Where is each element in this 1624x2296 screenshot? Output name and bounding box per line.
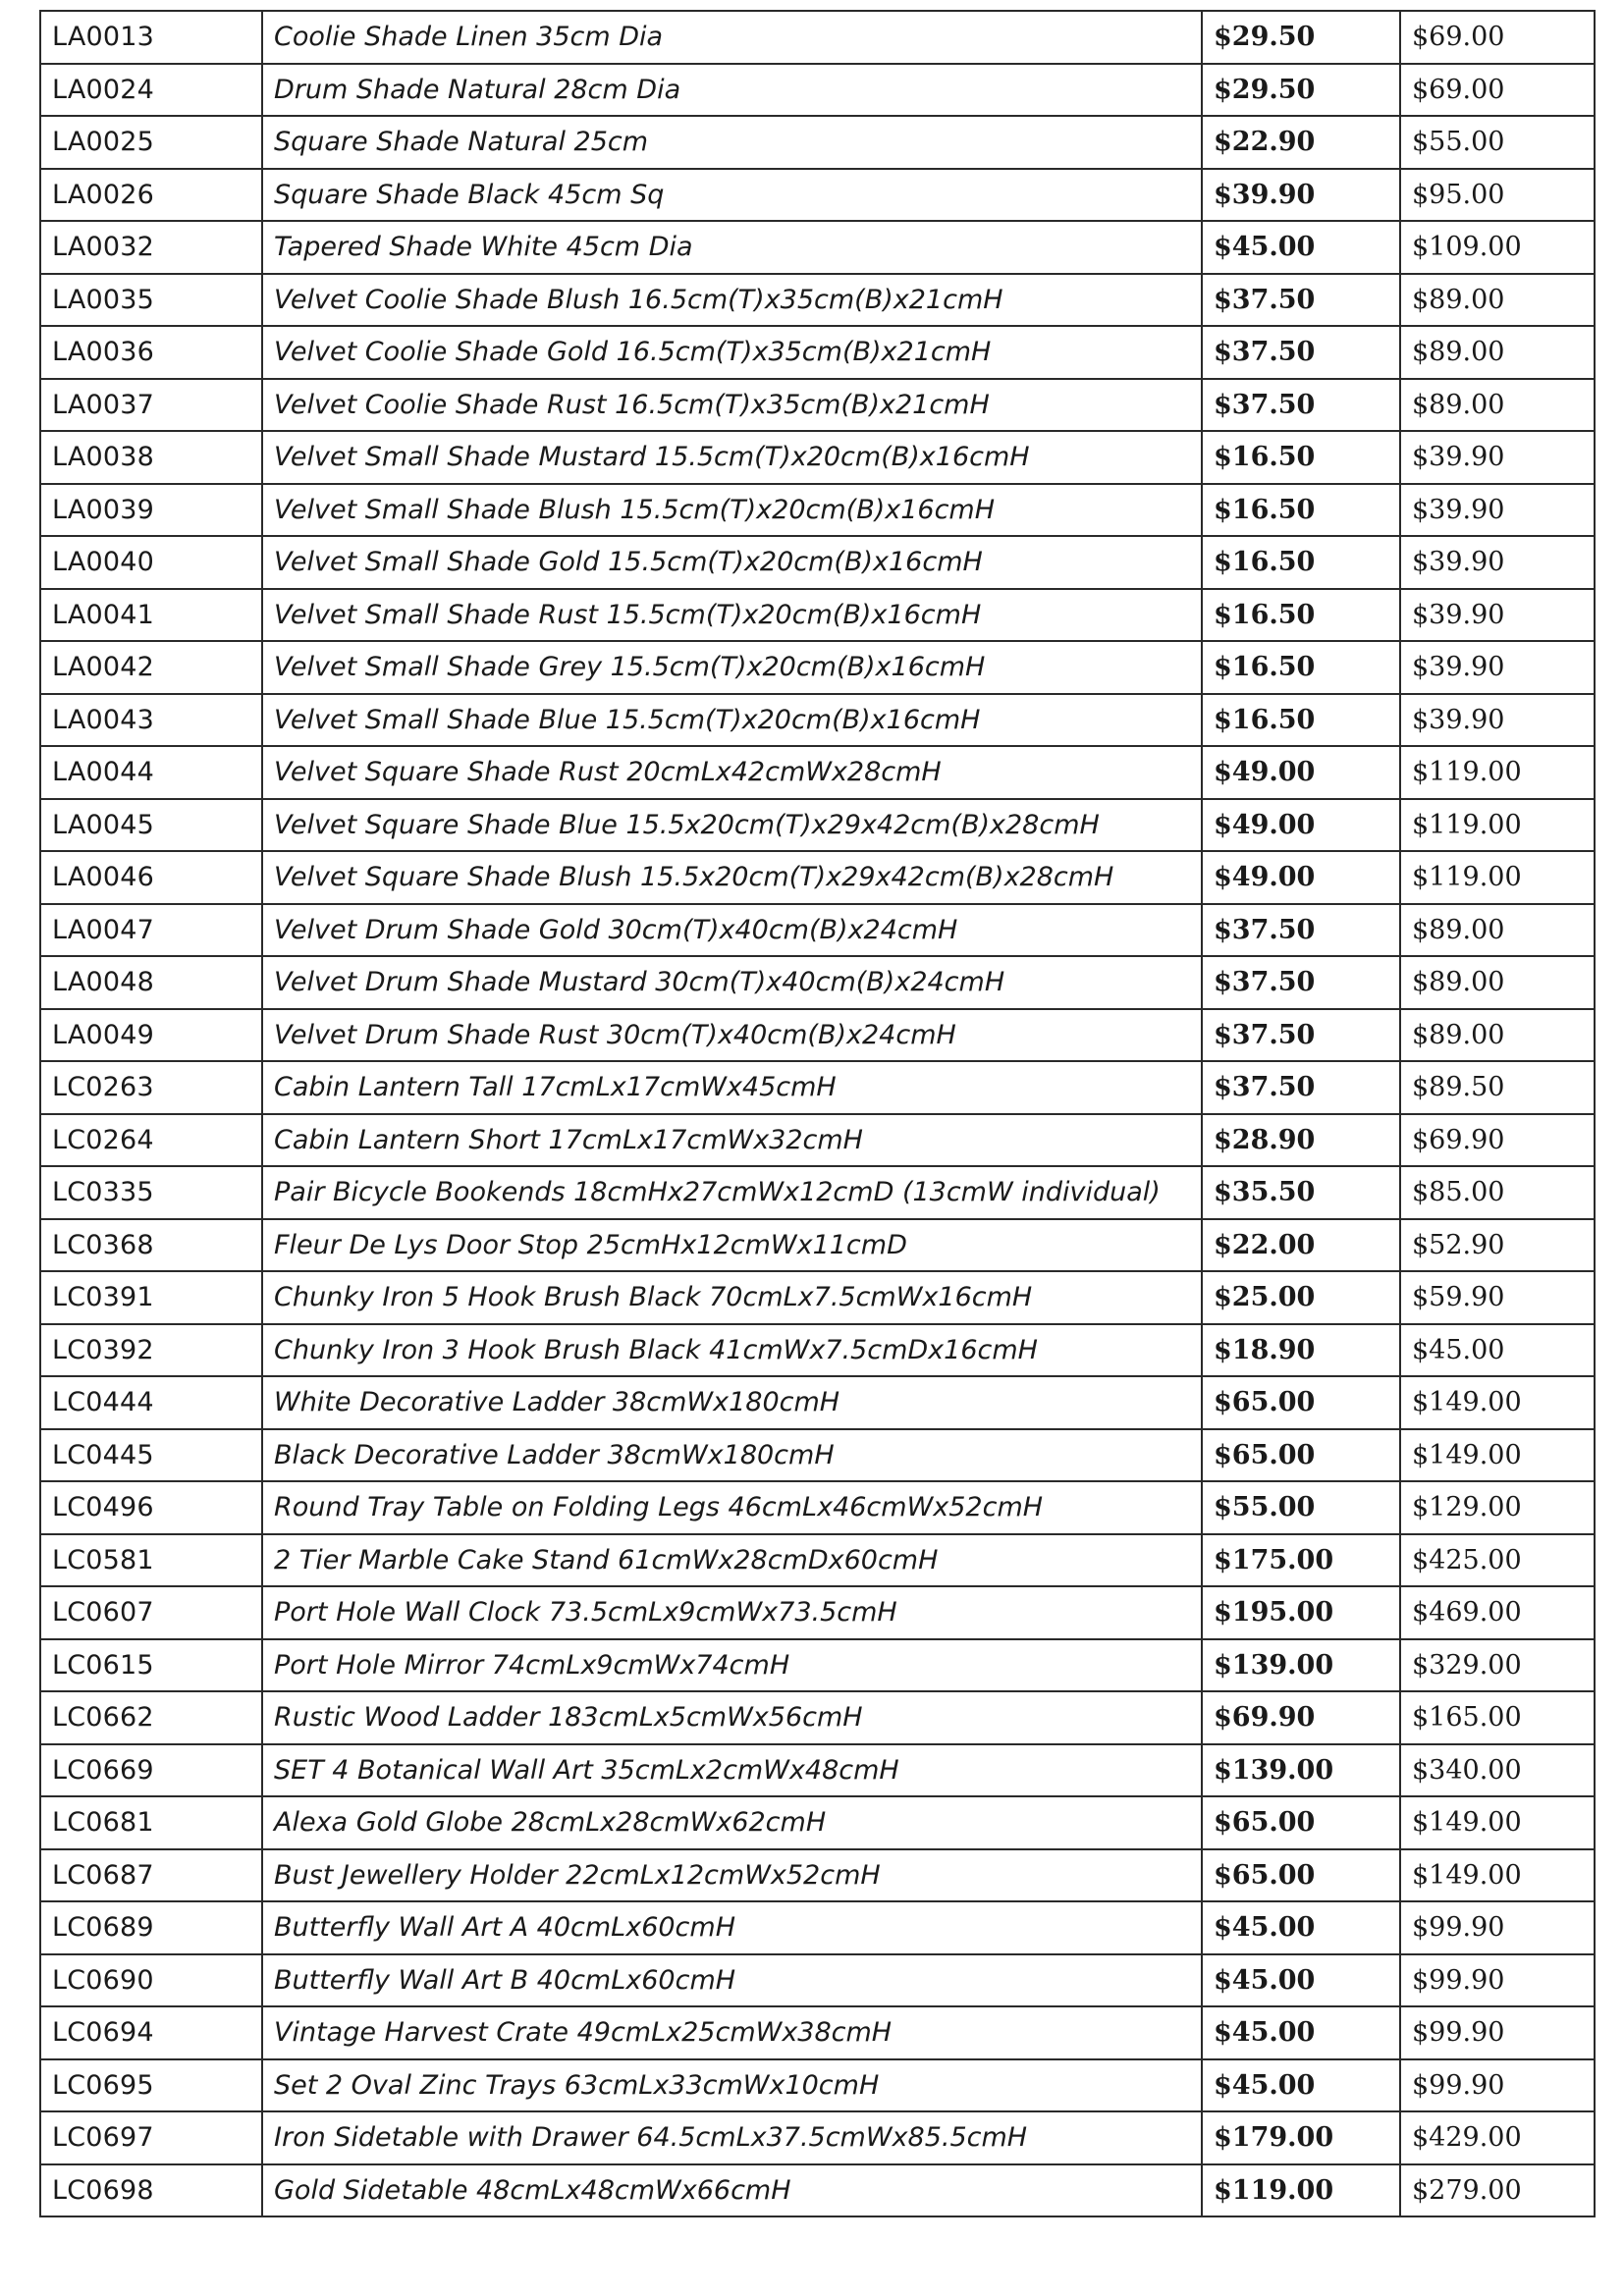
product-description: Velvet Small Shade Blue 15.5cm(T)x20cm(B)x16cmH xyxy=(262,694,1202,747)
table-row xyxy=(40,1796,1595,1849)
product-description: Cabin Lantern Tall 17cmLx17cmWx45cmH xyxy=(262,1061,1202,1114)
product-code: LA0024 xyxy=(40,64,262,117)
product-code: LC0689 xyxy=(40,1901,262,1954)
product-description: Vintage Harvest Crate 49cmLx25cmWx38cmH xyxy=(262,2006,1202,2059)
trade-price: $37.50 xyxy=(1202,326,1400,379)
trade-price: $16.50 xyxy=(1202,589,1400,642)
retail-price: $52.90 xyxy=(1400,1219,1595,1272)
product-description: Velvet Small Shade Mustard 15.5cm(T)x20cm(B)x16cmH xyxy=(262,431,1202,484)
product-code: LA0045 xyxy=(40,799,262,852)
trade-price: $55.00 xyxy=(1202,1481,1400,1534)
table-row xyxy=(40,116,1595,169)
retail-price: $149.00 xyxy=(1400,1796,1595,1849)
table-row xyxy=(40,1691,1595,1744)
trade-price: $22.90 xyxy=(1202,116,1400,169)
table-row xyxy=(40,326,1595,379)
table-row xyxy=(40,2059,1595,2112)
trade-price: $16.50 xyxy=(1202,641,1400,694)
product-code: LA0040 xyxy=(40,536,262,589)
table-row xyxy=(40,1849,1595,1902)
trade-price: $139.00 xyxy=(1202,1744,1400,1797)
table-row xyxy=(40,1429,1595,1482)
retail-price: $119.00 xyxy=(1400,746,1595,799)
product-code: LC0694 xyxy=(40,2006,262,2059)
product-description: SET 4 Botanical Wall Art 35cmLx2cmWx48cmH xyxy=(262,1744,1202,1797)
table-row xyxy=(40,1271,1595,1324)
product-code: LA0046 xyxy=(40,851,262,904)
trade-price: $119.00 xyxy=(1202,2164,1400,2217)
table-row xyxy=(40,694,1595,747)
product-code: LC0581 xyxy=(40,1534,262,1587)
retail-price: $165.00 xyxy=(1400,1691,1595,1744)
product-description: Velvet Drum Shade Mustard 30cm(T)x40cm(B)x24cmH xyxy=(262,956,1202,1009)
product-description: Velvet Square Shade Blush 15.5x20cm(T)x29x42cm(B)x28cmH xyxy=(262,851,1202,904)
retail-price: $39.90 xyxy=(1400,484,1595,537)
table-row xyxy=(40,2006,1595,2059)
product-code: LC0335 xyxy=(40,1166,262,1219)
trade-price: $175.00 xyxy=(1202,1534,1400,1587)
table-row xyxy=(40,64,1595,117)
table-row xyxy=(40,1901,1595,1954)
trade-price: $139.00 xyxy=(1202,1639,1400,1692)
retail-price: $469.00 xyxy=(1400,1586,1595,1639)
price-list-table xyxy=(39,10,1596,2217)
retail-price: $329.00 xyxy=(1400,1639,1595,1692)
table-row xyxy=(40,904,1595,957)
table-row xyxy=(40,11,1595,64)
trade-price: $37.50 xyxy=(1202,379,1400,432)
product-code: LC0698 xyxy=(40,2164,262,2217)
retail-price: $69.00 xyxy=(1400,64,1595,117)
trade-price: $29.50 xyxy=(1202,11,1400,64)
product-code: LA0041 xyxy=(40,589,262,642)
trade-price: $45.00 xyxy=(1202,1954,1400,2007)
product-description: Black Decorative Ladder 38cmWx180cmH xyxy=(262,1429,1202,1482)
retail-price: $89.00 xyxy=(1400,1009,1595,1062)
product-code: LC0690 xyxy=(40,1954,262,2007)
retail-price: $89.00 xyxy=(1400,379,1595,432)
retail-price: $109.00 xyxy=(1400,221,1595,274)
product-code: LC0681 xyxy=(40,1796,262,1849)
product-description: Fleur De Lys Door Stop 25cmHx12cmWx11cmD xyxy=(262,1219,1202,1272)
product-description: Iron Sidetable with Drawer 64.5cmLx37.5cmWx85.5cmH xyxy=(262,2111,1202,2164)
table-row xyxy=(40,1586,1595,1639)
table-row xyxy=(40,2164,1595,2217)
product-code: LC0687 xyxy=(40,1849,262,1902)
product-description: Cabin Lantern Short 17cmLx17cmWx32cmH xyxy=(262,1114,1202,1167)
trade-price: $29.50 xyxy=(1202,64,1400,117)
product-description: Round Tray Table on Folding Legs 46cmLx46cmWx52cmH xyxy=(262,1481,1202,1534)
product-description: Port Hole Wall Clock 73.5cmLx9cmWx73.5cmH xyxy=(262,1586,1202,1639)
trade-price: $49.00 xyxy=(1202,851,1400,904)
table-row xyxy=(40,746,1595,799)
trade-price: $35.50 xyxy=(1202,1166,1400,1219)
table-row xyxy=(40,221,1595,274)
product-description: Velvet Small Shade Blush 15.5cm(T)x20cm(B)x16cmH xyxy=(262,484,1202,537)
product-description: Square Shade Natural 25cm xyxy=(262,116,1202,169)
product-code: LA0026 xyxy=(40,169,262,222)
table-row xyxy=(40,1481,1595,1534)
product-code: LC0444 xyxy=(40,1376,262,1429)
product-code: LC0697 xyxy=(40,2111,262,2164)
trade-price: $69.90 xyxy=(1202,1691,1400,1744)
table-row xyxy=(40,1114,1595,1167)
retail-price: $85.00 xyxy=(1400,1166,1595,1219)
table-row xyxy=(40,851,1595,904)
retail-price: $119.00 xyxy=(1400,799,1595,852)
table-row xyxy=(40,956,1595,1009)
trade-price: $22.00 xyxy=(1202,1219,1400,1272)
product-code: LC0263 xyxy=(40,1061,262,1114)
table-row xyxy=(40,641,1595,694)
product-description: Square Shade Black 45cm Sq xyxy=(262,169,1202,222)
retail-price: $149.00 xyxy=(1400,1429,1595,1482)
retail-price: $39.90 xyxy=(1400,641,1595,694)
product-description: Velvet Drum Shade Gold 30cm(T)x40cm(B)x24cmH xyxy=(262,904,1202,957)
product-code: LA0043 xyxy=(40,694,262,747)
product-code: LA0047 xyxy=(40,904,262,957)
product-code: LC0669 xyxy=(40,1744,262,1797)
product-description: Alexa Gold Globe 28cmLx28cmWx62cmH xyxy=(262,1796,1202,1849)
product-description: Port Hole Mirror 74cmLx9cmWx74cmH xyxy=(262,1639,1202,1692)
product-code: LA0042 xyxy=(40,641,262,694)
retail-price: $149.00 xyxy=(1400,1849,1595,1902)
product-code: LA0038 xyxy=(40,431,262,484)
product-description: Velvet Square Shade Blue 15.5x20cm(T)x29x42cm(B)x28cmH xyxy=(262,799,1202,852)
product-description: Butterfly Wall Art A 40cmLx60cmH xyxy=(262,1901,1202,1954)
retail-price: $89.50 xyxy=(1400,1061,1595,1114)
product-description: Velvet Square Shade Rust 20cmLx42cmWx28cmH xyxy=(262,746,1202,799)
table-row xyxy=(40,484,1595,537)
product-description: Set 2 Oval Zinc Trays 63cmLx33cmWx10cmH xyxy=(262,2059,1202,2112)
retail-price: $279.00 xyxy=(1400,2164,1595,2217)
product-code: LA0049 xyxy=(40,1009,262,1062)
table-row xyxy=(40,1534,1595,1587)
table-row xyxy=(40,1376,1595,1429)
table-row xyxy=(40,799,1595,852)
trade-price: $45.00 xyxy=(1202,1901,1400,1954)
trade-price: $18.90 xyxy=(1202,1324,1400,1377)
table-row xyxy=(40,169,1595,222)
retail-price: $89.00 xyxy=(1400,904,1595,957)
retail-price: $99.90 xyxy=(1400,1901,1595,1954)
product-description: Bust Jewellery Holder 22cmLx12cmWx52cmH xyxy=(262,1849,1202,1902)
retail-price: $99.90 xyxy=(1400,2059,1595,2112)
product-code: LA0036 xyxy=(40,326,262,379)
product-description: Velvet Small Shade Grey 15.5cm(T)x20cm(B)x16cmH xyxy=(262,641,1202,694)
trade-price: $16.50 xyxy=(1202,431,1400,484)
product-description: White Decorative Ladder 38cmWx180cmH xyxy=(262,1376,1202,1429)
retail-price: $39.90 xyxy=(1400,589,1595,642)
product-description: Velvet Coolie Shade Blush 16.5cm(T)x35cm(B)x21cmH xyxy=(262,274,1202,327)
retail-price: $89.00 xyxy=(1400,274,1595,327)
table-row xyxy=(40,1324,1595,1377)
product-description: Velvet Small Shade Rust 15.5cm(T)x20cm(B)x16cmH xyxy=(262,589,1202,642)
product-description: Velvet Coolie Shade Rust 16.5cm(T)x35cm(B)x21cmH xyxy=(262,379,1202,432)
product-code: LC0264 xyxy=(40,1114,262,1167)
table-row xyxy=(40,379,1595,432)
product-code: LA0032 xyxy=(40,221,262,274)
retail-price: $89.00 xyxy=(1400,326,1595,379)
product-description: Drum Shade Natural 28cm Dia xyxy=(262,64,1202,117)
trade-price: $65.00 xyxy=(1202,1849,1400,1902)
product-code: LC0607 xyxy=(40,1586,262,1639)
product-description: Chunky Iron 5 Hook Brush Black 70cmLx7.5cmWx16cmH xyxy=(262,1271,1202,1324)
product-code: LC0496 xyxy=(40,1481,262,1534)
retail-price: $340.00 xyxy=(1400,1744,1595,1797)
retail-price: $39.90 xyxy=(1400,431,1595,484)
trade-price: $28.90 xyxy=(1202,1114,1400,1167)
product-code: LA0048 xyxy=(40,956,262,1009)
table-row xyxy=(40,1744,1595,1797)
retail-price: $59.90 xyxy=(1400,1271,1595,1324)
trade-price: $16.50 xyxy=(1202,484,1400,537)
product-description: Gold Sidetable 48cmLx48cmWx66cmH xyxy=(262,2164,1202,2217)
trade-price: $16.50 xyxy=(1202,694,1400,747)
table-row xyxy=(40,1166,1595,1219)
trade-price: $179.00 xyxy=(1202,2111,1400,2164)
trade-price: $37.50 xyxy=(1202,956,1400,1009)
product-code: LA0044 xyxy=(40,746,262,799)
retail-price: $89.00 xyxy=(1400,956,1595,1009)
retail-price: $119.00 xyxy=(1400,851,1595,904)
trade-price: $37.50 xyxy=(1202,1061,1400,1114)
product-description: Pair Bicycle Bookends 18cmHx27cmWx12cmD (13cmW individual) xyxy=(262,1166,1202,1219)
product-description: Velvet Small Shade Gold 15.5cm(T)x20cm(B)x16cmH xyxy=(262,536,1202,589)
product-code: LA0025 xyxy=(40,116,262,169)
retail-price: $129.00 xyxy=(1400,1481,1595,1534)
trade-price: $49.00 xyxy=(1202,746,1400,799)
table-row xyxy=(40,1639,1595,1692)
table-row xyxy=(40,2111,1595,2164)
product-code: LA0035 xyxy=(40,274,262,327)
product-description: Chunky Iron 3 Hook Brush Black 41cmWx7.5cmDx16cmH xyxy=(262,1324,1202,1377)
trade-price: $65.00 xyxy=(1202,1429,1400,1482)
product-code: LC0695 xyxy=(40,2059,262,2112)
table-row xyxy=(40,1219,1595,1272)
retail-price: $69.90 xyxy=(1400,1114,1595,1167)
trade-price: $37.50 xyxy=(1202,1009,1400,1062)
table-row xyxy=(40,536,1595,589)
product-code: LC0615 xyxy=(40,1639,262,1692)
retail-price: $149.00 xyxy=(1400,1376,1595,1429)
product-code: LA0037 xyxy=(40,379,262,432)
product-code: LC0391 xyxy=(40,1271,262,1324)
product-code: LC0368 xyxy=(40,1219,262,1272)
product-code: LC0392 xyxy=(40,1324,262,1377)
retail-price: $425.00 xyxy=(1400,1534,1595,1587)
product-code: LC0662 xyxy=(40,1691,262,1744)
trade-price: $37.50 xyxy=(1202,904,1400,957)
table-row xyxy=(40,1061,1595,1114)
product-description: 2 Tier Marble Cake Stand 61cmWx28cmDx60cmH xyxy=(262,1534,1202,1587)
product-description: Velvet Coolie Shade Gold 16.5cm(T)x35cm(B)x21cmH xyxy=(262,326,1202,379)
product-code: LA0039 xyxy=(40,484,262,537)
product-code: LC0445 xyxy=(40,1429,262,1482)
trade-price: $195.00 xyxy=(1202,1586,1400,1639)
retail-price: $39.90 xyxy=(1400,536,1595,589)
table-row xyxy=(40,274,1595,327)
trade-price: $45.00 xyxy=(1202,2059,1400,2112)
trade-price: $65.00 xyxy=(1202,1796,1400,1849)
retail-price: $45.00 xyxy=(1400,1324,1595,1377)
product-description: Velvet Drum Shade Rust 30cm(T)x40cm(B)x24cmH xyxy=(262,1009,1202,1062)
retail-price: $69.00 xyxy=(1400,11,1595,64)
table-row xyxy=(40,589,1595,642)
trade-price: $37.50 xyxy=(1202,274,1400,327)
table-row xyxy=(40,1954,1595,2007)
product-description: Butterfly Wall Art B 40cmLx60cmH xyxy=(262,1954,1202,2007)
trade-price: $49.00 xyxy=(1202,799,1400,852)
product-code: LA0013 xyxy=(40,11,262,64)
table-row xyxy=(40,431,1595,484)
retail-price: $429.00 xyxy=(1400,2111,1595,2164)
price-list-body xyxy=(40,11,1595,2216)
trade-price: $25.00 xyxy=(1202,1271,1400,1324)
product-description: Tapered Shade White 45cm Dia xyxy=(262,221,1202,274)
trade-price: $65.00 xyxy=(1202,1376,1400,1429)
retail-price: $99.90 xyxy=(1400,2006,1595,2059)
product-description: Rustic Wood Ladder 183cmLx5cmWx56cmH xyxy=(262,1691,1202,1744)
trade-price: $45.00 xyxy=(1202,2006,1400,2059)
retail-price: $55.00 xyxy=(1400,116,1595,169)
trade-price: $39.90 xyxy=(1202,169,1400,222)
retail-price: $39.90 xyxy=(1400,694,1595,747)
table-row xyxy=(40,1009,1595,1062)
product-description: Coolie Shade Linen 35cm Dia xyxy=(262,11,1202,64)
trade-price: $45.00 xyxy=(1202,221,1400,274)
retail-price: $99.90 xyxy=(1400,1954,1595,2007)
trade-price: $16.50 xyxy=(1202,536,1400,589)
retail-price: $95.00 xyxy=(1400,169,1595,222)
